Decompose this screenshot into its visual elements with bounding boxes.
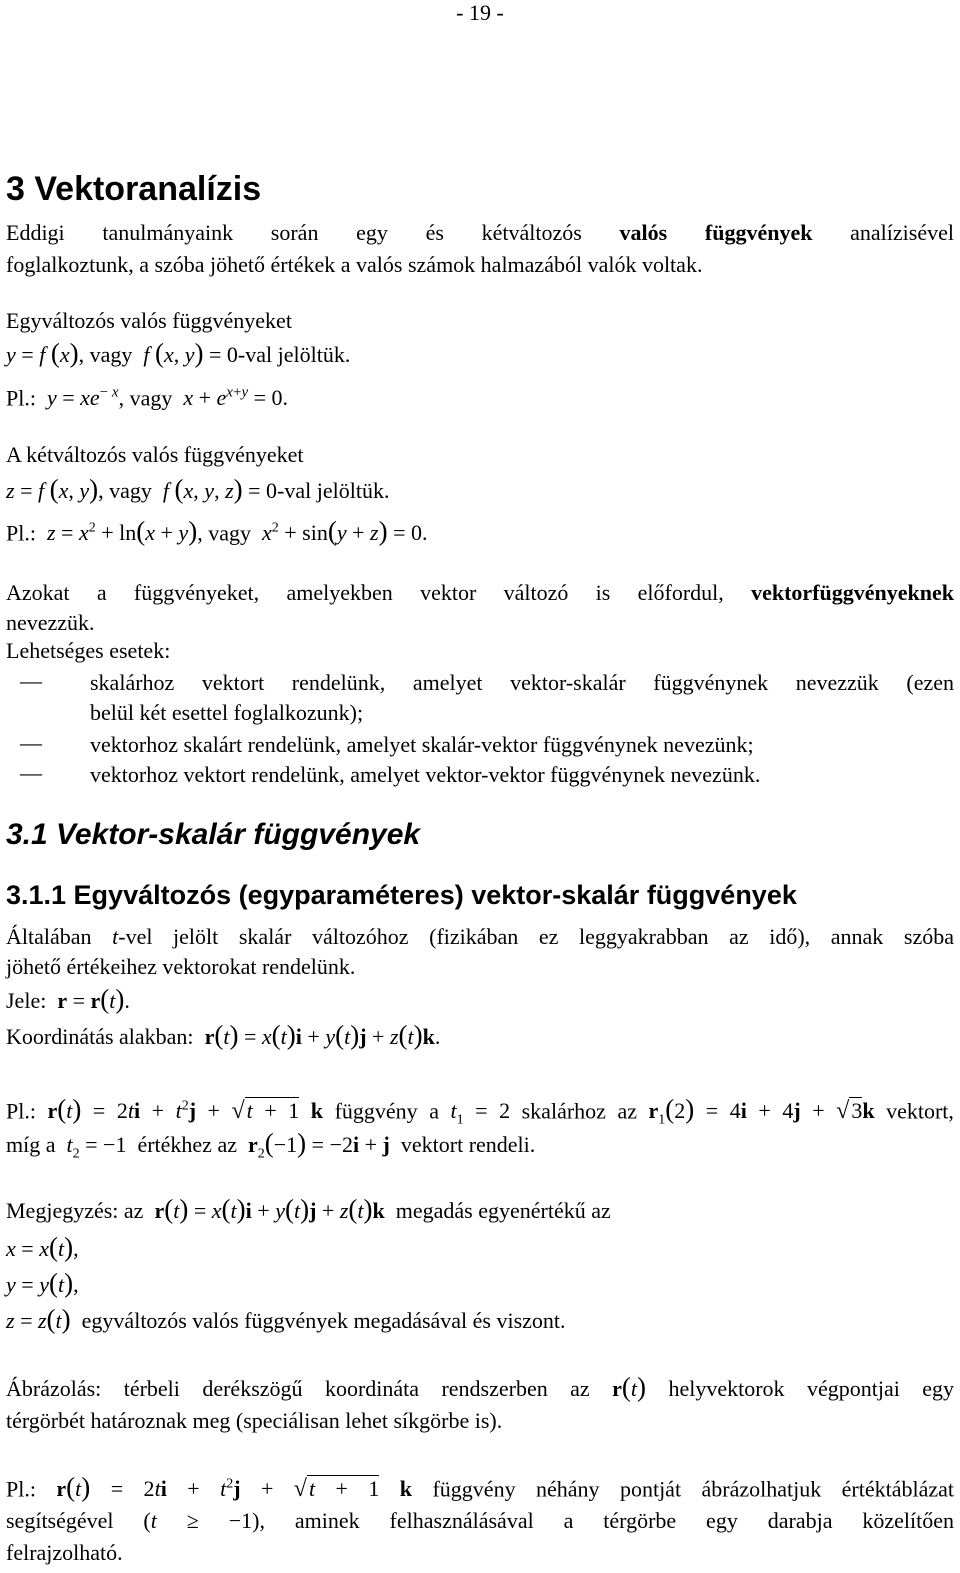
coordinate-form-line: Koordinátás alakban: r(t) = x(t)i + y(t)j + z(t)k.	[6, 1020, 441, 1050]
plot-line1: Ábrázolás: térbeli derékszögű koordináta rendszerben az r(t) helyvektorok végpontjai egy	[6, 1372, 955, 1402]
cases-heading: Lehetséges esetek:	[6, 638, 171, 663]
example1-line2: míg a $t_2 = -1$ értékhez az $r_2(-1) = -2i + j$ vektort rendeli.	[6, 1128, 536, 1162]
remark-x: x = x(t),	[6, 1232, 79, 1262]
notation-line: Jele: r = r(t).	[6, 984, 130, 1014]
intro-paragraph-line2: foglalkoztunk, a szóba jöhető értékek a valós számok halmazából valók voltak.	[6, 252, 703, 277]
two-var-notation: z = f (x, y), vagy f (x, y, z) = 0-val jelöltük.	[6, 474, 390, 504]
list-item-continuation: belül két esettel foglalkozunk);	[90, 700, 364, 725]
general-line1: Általában t-vel jelölt skalár változóhoz (fizikában ez leggyakrabban az idő), annak szóba	[6, 924, 954, 949]
list-item: vektorhoz skalárt rendelünk, amelyet skalár-vektor függvénynek nevezünk;	[90, 732, 754, 757]
list-bullet: —	[20, 730, 42, 755]
remark-line1: Megjegyzés: az r(t) = x(t)i + y(t)j + z(t)k megadás egyenértékű az	[6, 1194, 611, 1224]
example2-line1: Pl.: $r(t) = 2ti + t^2j + √t + 1$ k függvény néhány pontját ábrázolhatjuk értéktáblázat	[6, 1472, 954, 1503]
page-number: - 19 -	[456, 0, 504, 25]
list-bullet: —	[20, 760, 42, 785]
remark-z: z = z(t) egyváltozós valós függvények megadásával és viszont.	[6, 1304, 566, 1334]
single-var-notation: y = f (x), vagy f (x, y) = 0-val jelöltük.	[6, 338, 351, 368]
two-var-example: Pl.: $z = x^2 + \ln(x + y)$, vagy $x^2 + \sin(y + z) = 0$.	[6, 516, 428, 547]
list-item: skalárhoz vektort rendelünk, amelyet vektor-skalár függvénynek nevezzük (ezen	[90, 670, 954, 695]
chapter-title: 3 Vektoranalízis	[6, 170, 262, 208]
single-var-example: Pl.: $y = xe^{- x}$, vagy $x + e^{x+y} = 0$.	[6, 385, 289, 411]
intro-paragraph-line1: Eddigi tanulmányaink során egy és kétváltozós valós függvények analízisével	[6, 220, 954, 245]
list-bullet: —	[20, 668, 42, 693]
list-item: vektorhoz vektort rendelünk, amelyet vektor-vektor függvénynek nevezünk.	[90, 762, 761, 787]
two-var-heading: A kétváltozós valós függvényeket	[6, 442, 304, 467]
subsection-title: 3.1.1 Egyváltozós (egyparaméteres) vektor-skalár függvények	[6, 880, 797, 910]
remark-y: y = y(t),	[6, 1268, 79, 1298]
vector-functions-line2: nevezzük.	[6, 610, 95, 635]
example1-line1: Pl.: $r(t) = 2ti + t^2j + √t + 1$ k függvény a $t_1 = 2$ skalárhoz az $r_1(2) = 4i + 4j + √3k$ vektort,	[6, 1094, 954, 1128]
vector-functions-line1: Azokat a függvényeket, amelyekben vektor változó is előfordul, vektorfüggvényeknek	[6, 580, 954, 605]
general-line2: jöhető értékeihez vektorokat rendelünk.	[6, 954, 356, 979]
example2-line3: felrajzolható.	[6, 1540, 123, 1565]
section-title: 3.1 Vektor-skalár függvények	[6, 818, 421, 851]
example2-line2: segítségével (t ≥ −1), aminek felhasználásával a térgörbe egy darabja közelítően	[6, 1508, 954, 1533]
single-var-heading: Egyváltozós valós függvényeket	[6, 308, 292, 333]
plot-line2: térgörbét határoznak meg (speciálisan lehet síkgörbe is).	[6, 1408, 503, 1433]
